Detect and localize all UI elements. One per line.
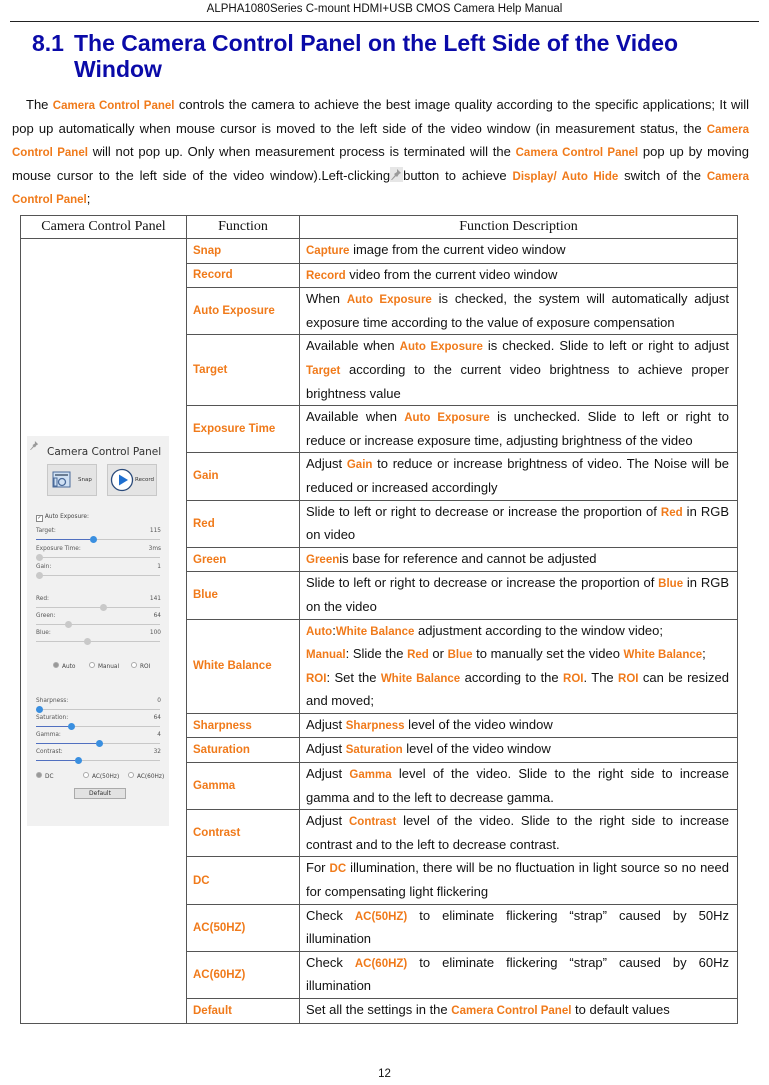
slider-fill [36, 760, 75, 761]
term-highlight: Display/ Auto Hide [512, 170, 619, 183]
slider-value: 32 [153, 748, 161, 755]
function-table [20, 215, 738, 1024]
radio-icon [36, 772, 42, 778]
function-name: DC [187, 857, 300, 904]
function-name: Gamma [187, 763, 300, 810]
slider-label: Blue: [36, 629, 51, 636]
slider-label: Sharpness: [36, 697, 69, 704]
function-name: Target [187, 335, 300, 406]
function-name: Snap [187, 239, 300, 264]
term-highlight: Auto [306, 625, 333, 638]
radio-icon [53, 662, 59, 668]
term-highlight: Camera Control Panel [515, 147, 639, 160]
pin-icon [390, 167, 403, 182]
table-row [21, 239, 738, 264]
term-highlight: Target [306, 364, 341, 377]
function-name: Saturation [187, 738, 300, 763]
term-highlight: Auto Exposure [404, 412, 490, 425]
header-function: Function [187, 216, 300, 239]
function-description: Slide to left or right to decrease or increase the proportion of Blue in RGB on the video [300, 572, 738, 619]
radio-icon [128, 772, 134, 778]
term-highlight: Blue [447, 649, 473, 662]
default-button[interactable]: Default [74, 788, 126, 799]
function-name: Record [187, 263, 300, 288]
function-description: Available when Auto Exposure is unchecked. Slide to left or right to reduce or increase exposure time, adjusting brightness of the video [300, 406, 738, 453]
function-name: Gain [187, 453, 300, 500]
function-description: Auto:White Balance adjustment according to the window video; Manual: Slide the Red or Blue to manually set the video White Balance; ROI: Set the White Balance according to the ROI. The ROI can be resized and moved; [300, 619, 738, 713]
slider-contrast[interactable] [36, 749, 161, 755]
light-radio-dc[interactable]: DC [36, 772, 54, 780]
function-name: Auto Exposure [187, 288, 300, 335]
function-description: Adjust Gamma level of the video. Slide to the right side to increase gamma and to the left to decrease gamma. [300, 763, 738, 810]
slider-track[interactable] [36, 641, 160, 642]
slider-sharpness[interactable] [36, 698, 161, 704]
function-description: Capture image from the current video window [300, 239, 738, 264]
slider-track[interactable] [36, 709, 160, 710]
term-highlight: Saturation [345, 744, 403, 757]
light-radio-ac50hz[interactable]: AC(50Hz) [83, 772, 119, 780]
function-name: AC(50HZ) [187, 904, 300, 951]
function-name: Blue [187, 572, 300, 619]
function-description: Adjust Sharpness level of the video window [300, 713, 738, 738]
slider-value: 115 [149, 527, 161, 534]
term-highlight: Sharpness [345, 719, 405, 732]
radio-icon [131, 662, 137, 668]
slider-value: 0 [157, 697, 161, 704]
table-header-row [21, 216, 738, 239]
function-description: Record video from the current video window [300, 263, 738, 288]
intro-paragraph: The Camera Control Panel controls the camera to achieve the best image quality according to the specific applications; It will pop up automatically when mouse cursor is moved to the left side of the video window (in measurement status, the Camera Control Panel will not pop up. Only when measurement process is terminated will the Camera Control Panel pop up by moving mouse cursor to the left side of the video window).Left-clicking button to achieve Display/ Auto Hide switch of the Camera Control Panel; [12, 97, 750, 207]
slider-handle[interactable] [36, 554, 43, 561]
slider-label: Red: [36, 595, 49, 602]
function-name: White Balance [187, 619, 300, 713]
slider-track[interactable] [36, 607, 160, 608]
section-title [32, 30, 732, 82]
slider-track[interactable] [36, 557, 160, 558]
slider-handle[interactable] [36, 706, 43, 713]
term-highlight: Red [407, 649, 429, 662]
term-highlight: White Balance [335, 625, 415, 638]
slider-label: Gamma: [36, 731, 61, 738]
function-description: For DC illumination, there will be no fluctuation in light source so no need for compensating light flickering [300, 857, 738, 904]
slider-saturation[interactable] [36, 715, 161, 721]
wb-radio-auto[interactable]: Auto [53, 662, 75, 670]
panel-title: Camera Control Panel [47, 445, 162, 458]
slider-target[interactable] [36, 528, 161, 534]
header-camera-control-panel: Camera Control Panel [21, 216, 187, 239]
snap-label: Snap [78, 476, 92, 483]
term-highlight: ROI [563, 672, 584, 685]
term-highlight: Contrast [349, 816, 397, 829]
slider-label: Target: [36, 527, 56, 534]
function-name: AC(60HZ) [187, 951, 300, 998]
function-name: Red [187, 500, 300, 547]
term-highlight: ROI [306, 672, 327, 685]
slider-value: 1 [157, 563, 161, 570]
slider-value: 64 [153, 612, 161, 619]
camera-control-panel [27, 436, 169, 826]
checkbox-checked-icon: ✓ [37, 514, 42, 521]
slider-fill [36, 743, 96, 744]
radio-icon [83, 772, 89, 778]
term-highlight: Record [306, 269, 346, 282]
slider-fill [36, 539, 90, 540]
section-title-line2: Window [74, 56, 162, 82]
slider-red[interactable] [36, 596, 161, 602]
function-name: Green [187, 547, 300, 572]
term-highlight: White Balance [380, 672, 461, 685]
term-highlight: Camera Control Panel [451, 1005, 572, 1017]
term-highlight: Green [306, 553, 340, 566]
term-highlight: AC(60HZ) [354, 957, 408, 970]
function-description: Check AC(50HZ) to eliminate flickering “strap” caused by 50Hz illumination [300, 904, 738, 951]
function-description: Adjust Contrast level of the video. Slide to the right side to increase contrast and to the left to decrease contrast. [300, 810, 738, 857]
slider-handle[interactable] [36, 572, 43, 579]
slider-value: 100 [149, 629, 161, 636]
camera-control-panel-screenshot [21, 239, 187, 1024]
slider-handle[interactable] [65, 621, 72, 628]
camera-icon [52, 470, 72, 494]
slider-handle[interactable] [75, 757, 82, 764]
function-name: Sharpness [187, 713, 300, 738]
function-description: Adjust Gain to reduce or increase brightness of video. The Noise will be reduced or increased accordingly [300, 453, 738, 500]
header-function-description: Function Description [300, 216, 738, 239]
record-button[interactable] [107, 464, 157, 496]
function-description: Adjust Saturation level of the video window [300, 738, 738, 763]
light-radio-ac60hz[interactable]: AC(60Hz) [128, 772, 164, 780]
slider-label: Exposure Time: [36, 545, 81, 552]
term-highlight: ROI [618, 672, 639, 685]
term-highlight: Auto Exposure [399, 341, 483, 354]
slider-handle[interactable] [96, 740, 103, 747]
term-highlight: DC [329, 863, 347, 876]
function-description: Greenis base for reference and cannot be adjusted [300, 547, 738, 572]
term-highlight: Camera Control Panel [12, 123, 749, 160]
slider-handle[interactable] [84, 638, 91, 645]
function-name: Contrast [187, 810, 300, 857]
term-highlight: Gain [346, 459, 373, 472]
function-description: Available when Auto Exposure is checked. Slide to left or right to adjust Target according to the current video brightness to achieve proper brightness value [300, 335, 738, 406]
term-highlight: AC(50HZ) [354, 910, 408, 923]
function-name: Exposure Time [187, 406, 300, 453]
slider-handle[interactable] [100, 604, 107, 611]
slider-green[interactable] [36, 613, 161, 619]
slider-value: 64 [153, 714, 161, 721]
auto-exposure-checkbox[interactable]: ✓ Auto Exposure: [37, 513, 89, 521]
term-highlight: Manual [306, 649, 346, 662]
slider-value: 4 [157, 731, 161, 738]
slider-value: 141 [149, 595, 161, 602]
slider-gain[interactable] [36, 564, 161, 570]
running-header: ALPHA1080Series C-mount HDMI+USB CMOS Camera Help Manual [10, 3, 759, 22]
radio-icon [89, 662, 95, 668]
function-description: Check AC(60HZ) to eliminate flickering “strap” caused by 60Hz illumination [300, 951, 738, 998]
page-number: 12 [378, 1068, 391, 1080]
slider-handle[interactable] [68, 723, 75, 730]
slider-label: Gain: [36, 563, 52, 570]
term-highlight: Blue [658, 578, 684, 591]
record-label: Record [135, 476, 155, 483]
slider-blue[interactable] [36, 630, 161, 636]
wb-radio-roi[interactable]: ROI [131, 662, 150, 670]
term-highlight: Camera Control Panel [12, 170, 750, 207]
term-highlight: White Balance [623, 649, 703, 662]
function-description: When Auto Exposure is checked, the system will automatically adjust exposure time according to the value of exposure compensation [300, 288, 738, 335]
function-description: Set all the settings in the Camera Control Panel to default values [300, 999, 738, 1024]
slider-label: Green: [36, 612, 56, 619]
wb-radio-manual[interactable]: Manual [89, 662, 119, 670]
slider-track[interactable] [36, 575, 160, 576]
pin-icon[interactable] [30, 440, 39, 455]
slider-label: Contrast: [36, 748, 63, 755]
play-icon [110, 468, 134, 496]
snap-button[interactable] [47, 464, 97, 496]
section-number: 8.1 [32, 30, 64, 56]
term-highlight: Camera Control Panel [52, 100, 175, 112]
section-title-line1: The Camera Control Panel on the Left Side of the Video [74, 30, 679, 56]
slider-track[interactable] [36, 624, 160, 625]
term-highlight: Gamma [349, 769, 392, 782]
slider-label: Saturation: [36, 714, 69, 721]
slider-fill [36, 726, 68, 727]
function-name: Default [187, 999, 300, 1024]
slider-value: 3ms [148, 545, 161, 552]
slider-exposure-time[interactable] [36, 546, 161, 552]
slider-handle[interactable] [90, 536, 97, 543]
term-highlight: Auto Exposure [346, 294, 432, 307]
term-highlight: Red [660, 506, 683, 519]
term-highlight: Capture [306, 245, 350, 257]
slider-gamma[interactable] [36, 732, 161, 738]
function-description: Slide to left or right to decrease or increase the proportion of Red in RGB on video [300, 500, 738, 547]
